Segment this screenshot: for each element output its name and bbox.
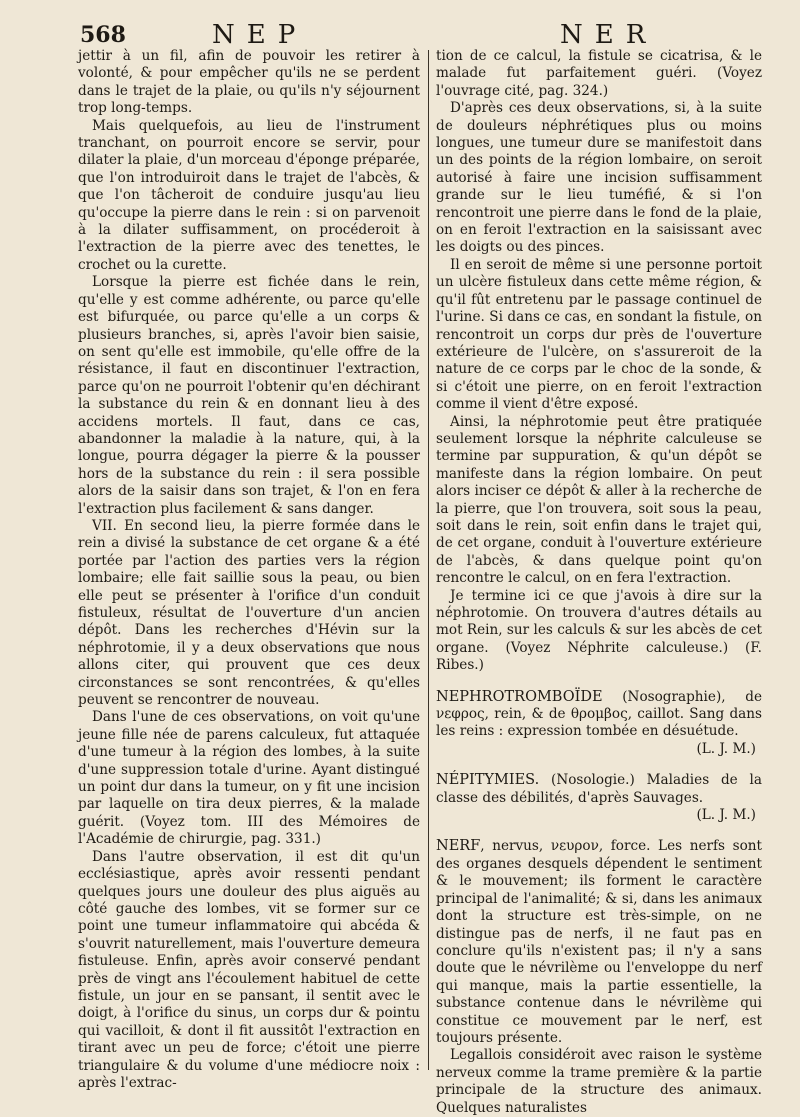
- entry-headword: NÉPITYMIES.: [436, 772, 540, 789]
- entry-text: , de νεφρος, rein, & de θρομβος, caillot. Sang dans les reins : expression tombée en désuétude.: [436, 688, 762, 740]
- paragraph: jettir à un fil, afin de pouvoir les retirer à volonté, & pour empêcher qu'ils ne se perdent dans le trajet de la plaie, ou qu'ils n'y séjournent trop long-temps.: [78, 48, 420, 117]
- entry-signature: (L. J. M.): [696, 740, 756, 757]
- dictionary-entry: [436, 689, 762, 741]
- paragraph: VII. En second lieu, la pierre formée dans le rein a divisé la substance de cet organe & a été portée par l'action des parties vers la région lombaire; elle fait saillie sous la peau, ou bien elle peut se présenter à l'orifice d'un conduit fistuleux, résultat de l'ouverture d'un ancien dépôt. Dans les recherches d'Hévin sur la néphrotomie, il y a deux observations que nous allons citer, qui prouvent que ces deux circonstances se sont rencontrées, & qu'elles peuvent se rencontrer de nouveau.: [78, 517, 420, 709]
- entry-headword: NEPHROTROMBOÏDE: [436, 688, 603, 705]
- right-column: [436, 48, 762, 1117]
- paragraph: Je termine ici ce que j'avois à dire sur la néphrotomie. On trouvera d'autres détails au mot Rein, sur les calculs & sur les abcès de cet organe. (Voyez Néphrite calculeuse.) (F. Ribes.): [436, 587, 762, 674]
- entry-headword: NERF: [436, 838, 481, 855]
- paragraph: Dans l'une de ces observations, on voit qu'une jeune fille née de parens calculeux, fut attaquée d'une tumeur à la région des lombes, à la suite d'une suppression totale d'urine. Ayant distingué un point dur dans la tumeur, on y fit une incision par laquelle on tira deux pierres, & la malade guérit. (Voyez tom. III des Mémoires de l'Académie de chirurgie, pag. 331.): [78, 709, 420, 848]
- entry-category: , nervus, νευρον,: [480, 838, 604, 855]
- left-running-head: NEP: [212, 20, 308, 50]
- paragraph: Legallois considéroit avec raison le système nerveux comme la trame première & la partie principale de la structure des animaux. Quelques naturalistes: [436, 1047, 762, 1116]
- paragraph: Ainsi, la néphrotomie peut être pratiquée seulement lorsque la néphrite calculeuse se termine par suppuration, & qu'un dépôt se manifeste dans la région lombaire. On peut alors inciser ce dépôt & aller à la recherche de la pierre, que l'on trouvera, soit sous la peau, soit dans le rein, soit enfin dans le trajet qui, de cet organe, conduit à l'ouverture extérieure de l'abcès, & dans quelque point qu'on rencontre le calcul, on en fera l'extraction.: [436, 413, 762, 587]
- entry-text: Maladies de la classe des débilités, d'après Sauvages.: [436, 772, 762, 806]
- paragraph: D'après ces deux observations, si, à la suite de douleurs néphrétiques plus ou moins longues, une tumeur dure se manifestoit dans un des points de la région lombaire, on seroit autorisé à faire une incision suffisamment grande sur le lieu tuméfié, & si l'on rencontroit une pierre dans le fond de la plaie, on en feroit l'extraction en la saisissant avec les doigts ou des pinces.: [436, 100, 762, 256]
- entry-category: (Nosographie): [622, 688, 722, 705]
- dictionary-entry: [436, 772, 762, 807]
- dictionary-entry: [436, 838, 762, 1047]
- paragraph: Dans l'autre observation, il est dit qu'un ecclésiastique, après avoir ressenti pendant quelques jours une douleur des plus aiguës au côté gauche des lombes, vit se former sur ce point une tumeur inflammatoire qui abcéda & s'ouvrit naturellement, mais l'ouverture demeura fistuleuse. Enfin, après avoir conservé pendant près de vingt ans l'écoulement habituel de cette fistule, un jour en se pansant, il sentit avec le doigt, à l'orifice du sinus, un corps dur & pointu qui vacilloit, & dont il fit aussitôt l'extraction en tirant avec un peu de force; c'étoit une pierre triangulaire & du volume d'une médiocre noix : après l'extrac-: [78, 848, 420, 1091]
- paragraph: Mais quelquefois, au lieu de l'instrument tranchant, on pourroit encore se servir, pour dilater la plaie, d'un morceau d'éponge préparée, que l'on introduiroit dans le trajet de l'abcès, & que l'on tâcheroit de conduire jusqu'au lieu qu'occupe la pierre dans le rein : si on parvenoit à la dilater suffisamment, on procéderoit à l'extraction de la pierre avec des tenettes, le crochet ou la curette.: [78, 117, 420, 273]
- paragraph: Il en seroit de même si une personne portoit un ulcère fistuleux dans cette même région, & qu'il fût entretenu par le passage continuel de l'urine. Si dans ce cas, en sondant la fistule, on rencontroit un corps dur près de l'ouverture extérieure de l'ulcère, on s'assureroit de la nature de ce corps par le choc de la sonde, & si c'étoit une pierre, on en feroit l'extraction comme il vient d'être exposé.: [436, 256, 762, 413]
- page-number: 568: [80, 22, 126, 48]
- column-divider: [428, 50, 429, 1070]
- entry-category: (Nosologie.): [551, 772, 635, 789]
- entry-text: force. Les nerfs sont des organes desquels dépendent le sentiment & le mouvement; ils forment le caractère principal de l'animalité; & si, dans les animaux dont la structure est très-simple, on ne distingue pas de nerfs, il ne faut pas en conclure qu'ils n'existent pas; il n'y a sans doute que le névrilème ou l'enveloppe du nerf qui manque, mais la partie essentielle, la substance contenue dans le névrilème qui constitue ce mouvement par le nerf, est toujours présente.: [436, 838, 762, 1046]
- paragraph: tion de ce calcul, la fistule se cicatrisa, & le malade fut parfaitement guéri. (Voyez l'ouvrage cité, pag. 324.): [436, 48, 762, 99]
- paragraph: Lorsque la pierre est fichée dans le rein, qu'elle y est comme adhérente, ou parce qu'elle est bifurquée, ou parce qu'elle a un corps & plusieurs branches, si, après l'avoir bien saisie, on sent qu'elle est immobile, qu'elle offre de la résistance, il faut en discontinuer l'extraction, parce qu'on ne pourroit l'obtenir qu'en déchirant la substance du rein & en donnant lieu à des accidens mortels. Il faut, dans ce cas, abandonner la maladie à la nature, qui, à la longue, pourra dégager la pierre & la pousser hors de la substance du rein : il sera possible alors de la saisir dans son trajet, & l'on en fera l'extraction plus facilement & sans danger.: [78, 274, 420, 517]
- entry-signature: (L. J. M.): [696, 807, 756, 824]
- right-running-head: NER: [560, 20, 658, 50]
- left-column: [78, 48, 420, 1092]
